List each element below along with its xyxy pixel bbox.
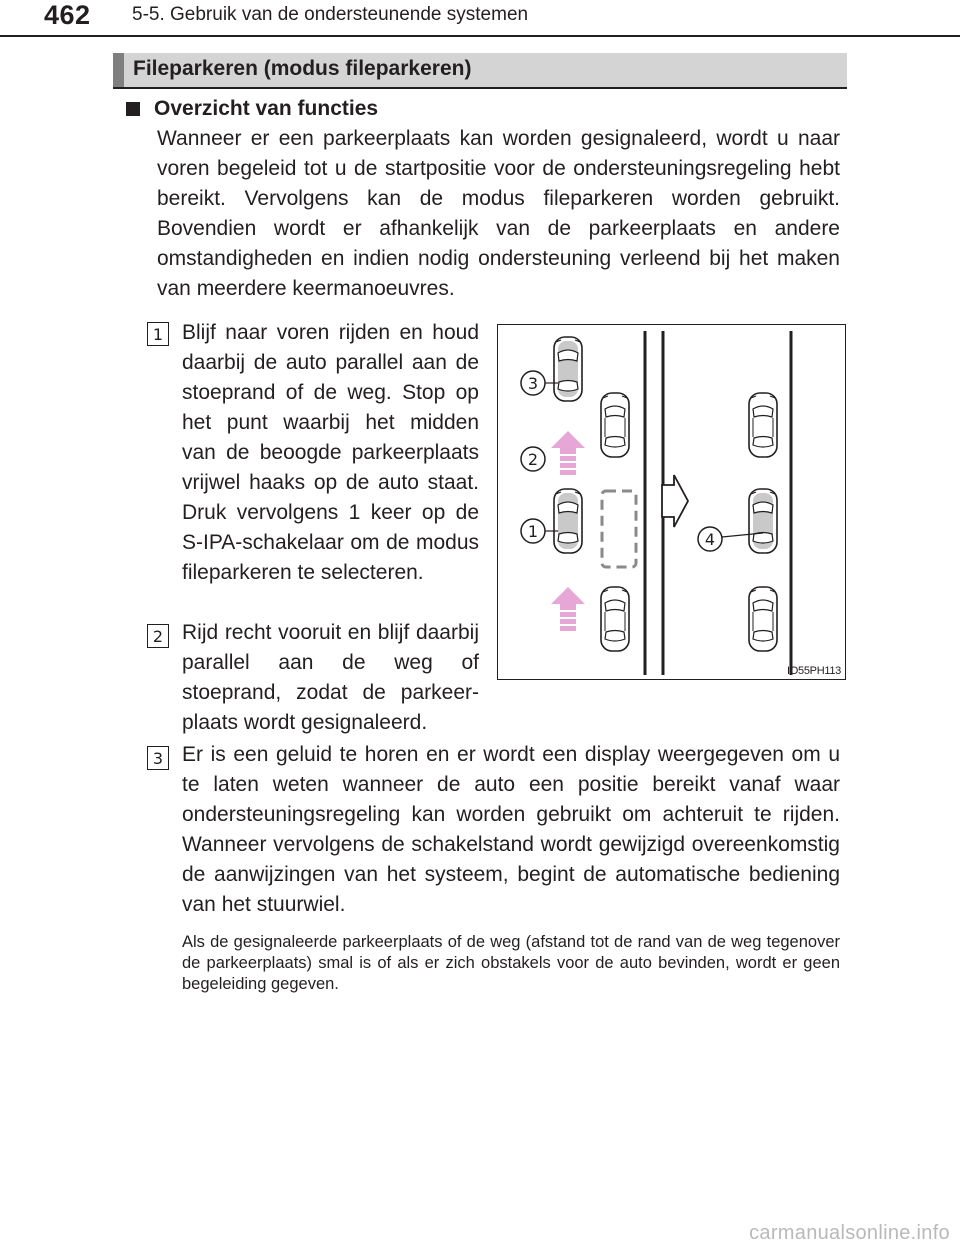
step-number-1: 1 [147,322,169,346]
forward-arrow-upper [551,431,585,475]
page-number: 462 [44,0,91,30]
step-number-3: 3 [147,746,169,770]
parked-car-rear [601,587,629,651]
section-title: Fileparkeren (modus fileparkeren) [133,57,472,80]
header-rule [0,35,960,37]
svg-text:4: 4 [704,530,716,549]
svg-text:1: 1 [527,522,539,541]
transition-arrow-icon [662,475,688,527]
right-parked-car-front [749,393,777,457]
parked-car-front [601,393,629,457]
step-text-3: Er is een geluid te horen en er wordt een display weergegeven om u te laten weten wanneer de auto een positie bereikt vanaf waar ondersteuningsregeling kan worden gebruikt om achteruit te rijden. Wanneer vervolgens de schakelstand wordt gewijzigd overeenkomstig de aanwijzingen van het systeem, begint de automatische bediening van het stuurwiel. [182,743,840,916]
right-parked-car-rear [749,587,777,651]
watermark: carmanualsonline.info [749,1222,950,1244]
car-parked-result [749,489,777,553]
subsection-title: Overzicht van functies [154,97,379,120]
callout-1 [521,519,558,543]
section-marker [113,53,124,87]
step-text-1: Blijf naar voren rijden en houd daarbij de auto parallel aan de stoeprand of de weg. Stop op het punt waarbij het midden van de beoogde parkeerplaats vrijwel haaks op de auto staat. Druk vervolgens 1 keer op de S-IPA-schakelaar om de modus fileparkeren te selecteren. [182,321,479,584]
step-text-2: Rijd recht vooruit en blijf daarbij parallel aan de weg of stoeprand, zodat de parkeerplaats wordt gesignaleerd. [182,621,479,734]
step-number-2: 2 [147,624,169,648]
parking-space-outline [602,491,636,567]
svg-text:3: 3 [527,374,539,393]
square-bullet-icon [126,102,140,116]
callout-2 [521,447,545,471]
callout-3 [521,371,558,395]
parking-diagram-illustration [498,325,847,681]
chapter-title: 5-5. Gebruik van de ondersteunende systemen [132,4,529,25]
section-heading-bar [113,53,847,89]
parking-diagram [497,324,846,680]
intro-paragraph: Wanneer er een parkeerplaats kan worden gesignaleerd, wordt u naar voren begeleid tot u de startpositie voor de ondersteuningsregeling hebt bereikt. Vervolgens kan de modus fileparkeren worden gebruikt. Bovendien wordt er afhankelijk van de parkeerplaats en andere omstandigheden en indien nodig ondersteuning verleend bij het maken van meerdere keermanoeuvres. [157,127,840,300]
forward-arrow-lower [551,587,585,631]
figure-code: IO55PH113 [787,665,841,677]
note-paragraph: Als de gesignaleerde parkeerplaats of de weg (afstand tot de rand van de weg tegenover de parkeerplaats) smal is of als er zich obstakels voor de auto bevinden, wordt er geen begeleiding gegeven. [182,933,840,993]
car-position-1 [554,489,582,553]
subsection-heading [126,97,378,121]
car-position-3 [554,337,582,401]
svg-text:2: 2 [527,450,539,469]
